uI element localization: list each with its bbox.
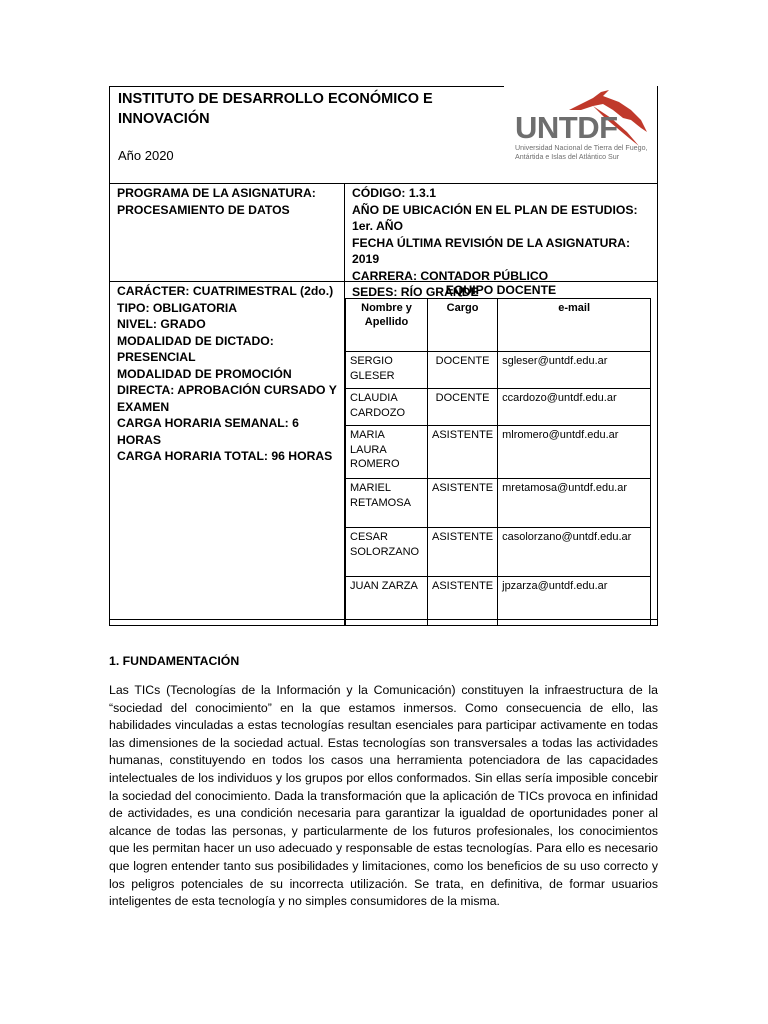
info-table [109, 183, 658, 626]
modalidad-dictado: MODALIDAD DE DICTADO: PRESENCIAL [117, 333, 274, 364]
modalidad-promocion: MODALIDAD DE PROMOCIÓN DIRECTA: APROBACIÓN CURSADO Y EXAMEN [117, 366, 337, 414]
team-title: EQUIPO DOCENTE [445, 283, 557, 297]
carga-semanal: CARGA HORARIA SEMANAL: 6 HORAS [117, 416, 299, 447]
teacher-name: MARIEL RETAMOSA [346, 479, 428, 528]
program-cell [117, 185, 337, 218]
logo-wordmark: UNTDF [515, 110, 618, 145]
program-label: PROGRAMA DE LA ASIGNATURA: [117, 186, 316, 200]
teacher-email: mretamosa@untdf.edu.ar [498, 479, 651, 528]
year-label: Año 2020 [118, 148, 174, 163]
teacher-cargo: ASISTENTE [428, 426, 498, 479]
teacher-name: CLAUDIA CARDOZO [346, 389, 428, 426]
program-name: PROCESAMIENTO DE DATOS [117, 202, 290, 217]
table-row [346, 479, 651, 528]
section-title: 1. FUNDAMENTACIÓN [109, 654, 240, 668]
fecha-revision: FECHA ÚLTIMA REVISIÓN DE LA ASIGNATURA: 2019 [352, 235, 631, 266]
table-row [346, 426, 651, 479]
details-cell [117, 283, 339, 465]
teacher-name: JUAN ZARZA [346, 577, 428, 626]
teacher-name: MARIA LAURA ROMERO [346, 426, 428, 479]
teacher-email: sgleser@untdf.edu.ar [498, 352, 651, 389]
team-header-name: Nombre y Apellido [346, 299, 428, 352]
institute-title: INSTITUTO DE DESARROLLO ECONÓMICO E INNOVACIÓN [118, 91, 433, 127]
teacher-name: SERGIO GLESER [346, 352, 428, 389]
header-top-border [109, 86, 504, 87]
teacher-cargo: DOCENTE [428, 389, 498, 426]
section-paragraph: Las TICs (Tecnologías de la Información y la Comunicación) constituyen la infraestructura de la “sociedad del conocimiento” en la que estamos inmersos. Como consecuencia de ello, las habilidades vinculadas a estas tecnologías resultan esenciales para participar activamente en todas las dimensiones de la sociedad actual. Estas tecnologías son transversales a todas las actividades humanas, constituyendo en todos los casos una herramienta potenciadora de las capacidades intelectuales de los individuos y los grupos por ellos conformados. Sin ellas sería imposible concebir la sociedad del conocimiento. Dada la transformación que la aplicación de TICs provoca en infinidad de actividades, es una condición necesaria para garantizar la igualdad de oportunidades poner al alcance de todas las personas, y particularmente de los futuros profesionales, los conocimientos que les permitan hacer un uso adecuado y responsable de estas tecnologías. Para ello es necesario que logren entender tanto sus posibilidades y limitaciones, como los beneficios de su uso correcto y los peligros potenciales de su incorrecta utilización. Se trata, en definitiva, de formar usuarios inteligentes de esta tecnología y no simples consumidores de la misma. [109, 683, 658, 909]
team-header-cargo: Cargo [428, 299, 498, 352]
nivel: NIVEL: GRADO [117, 317, 206, 331]
logo-subtitle-line2: Antártida e Islas del Atlántico Sur [515, 153, 620, 161]
teacher-email: ccardozo@untdf.edu.ar [498, 389, 651, 426]
tipo: TIPO: OBLIGATORIA [117, 300, 238, 315]
teacher-cargo: ASISTENTE [428, 528, 498, 577]
teacher-email: mlromero@untdf.edu.ar [498, 426, 651, 479]
sedes: SEDES: RÍO GRANDE [352, 285, 479, 299]
carga-total: CARGA HORARIA TOTAL: 96 HORAS [117, 449, 333, 463]
team-header-email: e-mail [498, 299, 651, 352]
ano-ubicacion: AÑO DE UBICACIÓN EN EL PLAN DE ESTUDIOS: 1er. AÑO [352, 202, 638, 233]
teacher-cargo: ASISTENTE [428, 577, 498, 626]
teacher-email: jpzarza@untdf.edu.ar [498, 577, 651, 626]
header-box [109, 86, 658, 183]
table-row [346, 352, 651, 389]
table-row [346, 577, 651, 626]
team-table [345, 298, 651, 626]
logo-subtitle-line1: Universidad Nacional de Tierra del Fuego, [515, 144, 648, 152]
header-right-border [657, 86, 658, 183]
untdf-logo [513, 88, 651, 174]
carrera: CARRERA: CONTADOR PÚBLICO [352, 268, 549, 283]
teacher-cargo: DOCENTE [428, 352, 498, 389]
teacher-cargo: ASISTENTE [428, 479, 498, 528]
codigo: CÓDIGO: 1.3.1 [352, 186, 436, 200]
caracter: CARÁCTER: CUATRIMESTRAL (2do.) [117, 284, 334, 298]
team-header-row [346, 299, 651, 352]
teacher-email: casolorzano@untdf.edu.ar [498, 528, 651, 577]
table-row [346, 528, 651, 577]
header-left-border [109, 86, 110, 183]
teacher-name: CESAR SOLORZANO [346, 528, 428, 577]
table-row [346, 389, 651, 426]
